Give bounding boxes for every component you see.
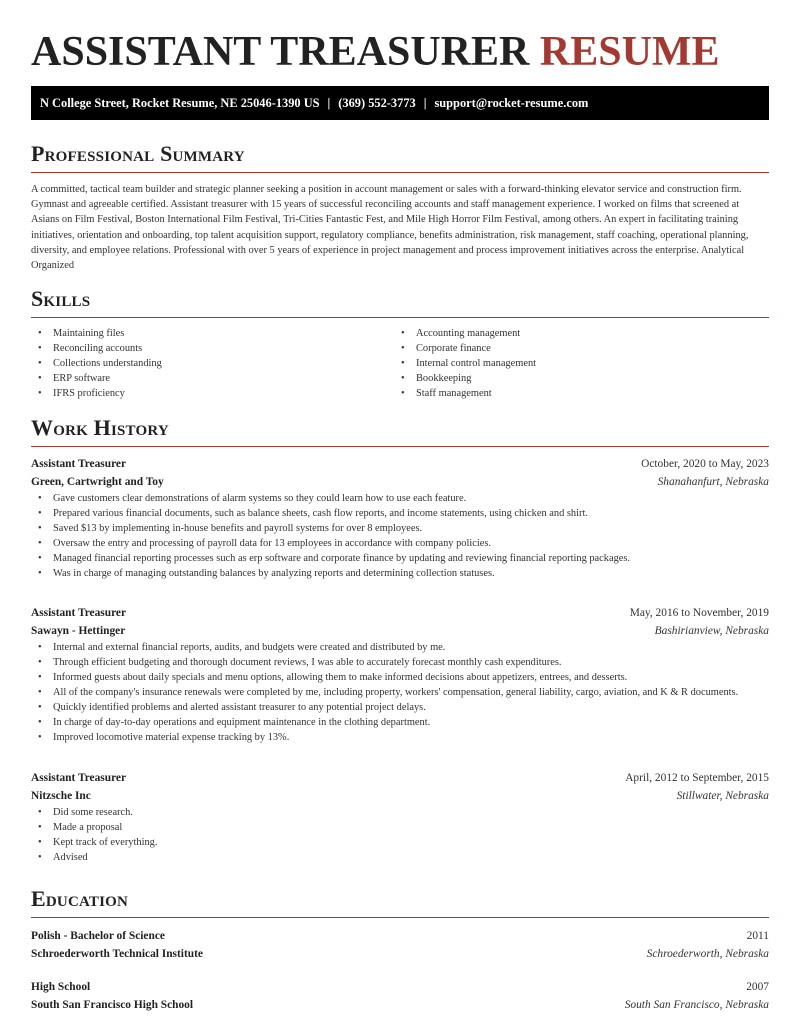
skill-item: • Staff management: [394, 386, 757, 401]
job-bullet: • Kept track of everything.: [31, 835, 769, 850]
skill-item: • Reconciling accounts: [31, 341, 394, 356]
section-divider: [31, 446, 769, 447]
contact-separator: |: [327, 96, 331, 110]
job-bullet: • Prepared various financial documents, such as balance sheets, cash flow reports, and income statements, using chicken and shirt.: [31, 506, 769, 521]
job-bullets: [31, 491, 769, 581]
job-header: [31, 604, 769, 622]
job-entry: [31, 769, 769, 865]
job-entry: [31, 604, 769, 745]
education-header: [31, 978, 769, 996]
job-bullets: [31, 640, 769, 745]
skill-item: • Internal control management: [394, 356, 757, 371]
education-location: South San Francisco, Nebraska: [624, 999, 769, 1011]
job-bullet: • Advised: [31, 850, 769, 865]
summary-heading: Professional Summary: [31, 141, 245, 166]
skill-item: • Bookkeeping: [394, 371, 757, 386]
skill-item: • Maintaining files: [31, 326, 394, 341]
job-bullet: • Quickly identified problems and alerted assistant treasurer to any potential project delays.: [31, 700, 769, 715]
job-bullet: • Through efficient budgeting and thorough document reviews, I was able to accurately forecast monthly cash expenditures.: [31, 655, 769, 670]
education-degree: High School: [31, 981, 91, 993]
job-subheader: [31, 622, 769, 640]
skill-item: • ERP software: [31, 371, 394, 386]
job-bullet: • Did some research.: [31, 805, 769, 820]
education-entry: [31, 927, 769, 963]
job-bullets: [31, 805, 769, 865]
work-section: [31, 416, 769, 447]
education-header: [31, 927, 769, 945]
resume-title: [31, 0, 769, 77]
skill-item: • Collections understanding: [31, 356, 394, 371]
job-dates: April, 2012 to September, 2015: [625, 772, 769, 784]
job-dates: May, 2016 to November, 2019: [629, 607, 769, 619]
contact-separator: |: [423, 96, 427, 110]
job-bullet: • Internal and external financial reports, audits, and budgets were created and distributed by me.: [31, 640, 769, 655]
section-divider: [31, 172, 769, 173]
education-year: 2007: [746, 981, 769, 993]
job-bullet: • Gave customers clear demonstrations of alarm systems so they could learn how to use each feature.: [31, 491, 769, 506]
section-divider: [31, 317, 769, 318]
job-bullet: • Improved locomotive material expense tracking by 13%.: [31, 730, 769, 745]
job-title: Assistant Treasurer: [31, 607, 127, 619]
job-location: Stillwater, Nebraska: [676, 790, 769, 802]
education-location: Schroederworth, Nebraska: [646, 948, 769, 960]
work-heading: Work History: [31, 415, 169, 440]
job-bullet: • Was in charge of managing outstanding balances by analyzing reports and determining collection statuses.: [31, 566, 769, 581]
title-main: ASSISTANT TREASURER: [31, 29, 530, 75]
job-subheader: [31, 473, 769, 491]
skill-item: • Corporate finance: [394, 341, 757, 356]
education-degree: Polish - Bachelor of Science: [31, 930, 165, 942]
job-title: Assistant Treasurer: [31, 772, 127, 784]
education-heading: Education: [31, 886, 129, 911]
skills-columns: [31, 326, 769, 401]
contact-bar: [31, 86, 769, 120]
job-bullet: • Managed financial reporting processes such as erp software and corporate finance by updating and reviewing financial reporting packages.: [31, 551, 769, 566]
education-school: Schroederworth Technical Institute: [31, 948, 203, 960]
job-header: [31, 455, 769, 473]
skill-item: • IFRS proficiency: [31, 386, 394, 401]
job-company: Sawayn - Hettinger: [31, 625, 126, 637]
job-bullet: • Oversaw the entry and processing of payroll data for 13 employees in accordance with company policies.: [31, 536, 769, 551]
skill-item: • Accounting management: [394, 326, 757, 341]
job-bullet: • Made a proposal: [31, 820, 769, 835]
job-entry: [31, 455, 769, 581]
job-bullet: • All of the company's insurance renewals were completed by me, including property, workers' compensation, general liability, cargo, aviation, and K & R documents.: [31, 685, 769, 700]
summary-section: [31, 142, 769, 273]
job-location: Bashirianview, Nebraska: [654, 625, 769, 637]
education-subheader: [31, 996, 769, 1014]
job-bullet: • Informed guests about daily specials and menu options, allowing them to make informed decisions about appetizers, entrees, and desserts.: [31, 670, 769, 685]
contact-phone[interactable]: (369) 552-3773: [338, 96, 416, 110]
contact-email[interactable]: support@rocket-resume.com: [434, 96, 589, 110]
title-accent: RESUME: [539, 29, 720, 75]
skills-right-list: [394, 326, 757, 401]
education-subheader: [31, 945, 769, 963]
job-bullet: • Saved $13 by implementing in-house benefits and payroll systems for over 8 employees.: [31, 521, 769, 536]
education-school: South San Francisco High School: [31, 999, 194, 1011]
job-dates: October, 2020 to May, 2023: [641, 458, 769, 470]
job-company: Green, Cartwright and Toy: [31, 476, 164, 488]
education-entry: [31, 978, 769, 1014]
skills-section: [31, 287, 769, 401]
job-bullet: • In charge of day-to-day operations and equipment maintenance in the clothing department.: [31, 715, 769, 730]
job-location: Shanahanfurt, Nebraska: [657, 476, 769, 488]
section-divider: [31, 917, 769, 918]
summary-text: A committed, tactical team builder and strategic planner seeking a position in account management or sales with a forward-thinking elevator service and construction firm. Gymnast and agreeable certified. Assistant treasurer with 15 years of successful reconciling accounts and staff management experience. I worked on films that screened at Asians on Film Festival, Boston International Film Festival, Tri-Cities Fantastic Fest, and Mile High Horror Film Festival, among others. An expert in facilitating training initiatives, orientation and onboarding, top talent acquisition support, regulatory compliance, benefits administration, risk management, staff coaching, operational planning, diversity, and employee relations. Professional with over 5 years of experience in project management and process improvement initiatives across the enterprise. Analytical Organized: [31, 184, 749, 272]
job-subheader: [31, 787, 769, 805]
skills-heading: Skills: [31, 286, 91, 311]
job-header: [31, 769, 769, 787]
education-year: 2011: [746, 930, 769, 942]
contact-address: N College Street, Rocket Resume, NE 25046-1390 US: [40, 96, 320, 110]
job-company: Nitzsche Inc: [31, 790, 91, 802]
education-section: [31, 887, 769, 918]
skills-left-list: [31, 326, 394, 401]
job-title: Assistant Treasurer: [31, 458, 127, 470]
